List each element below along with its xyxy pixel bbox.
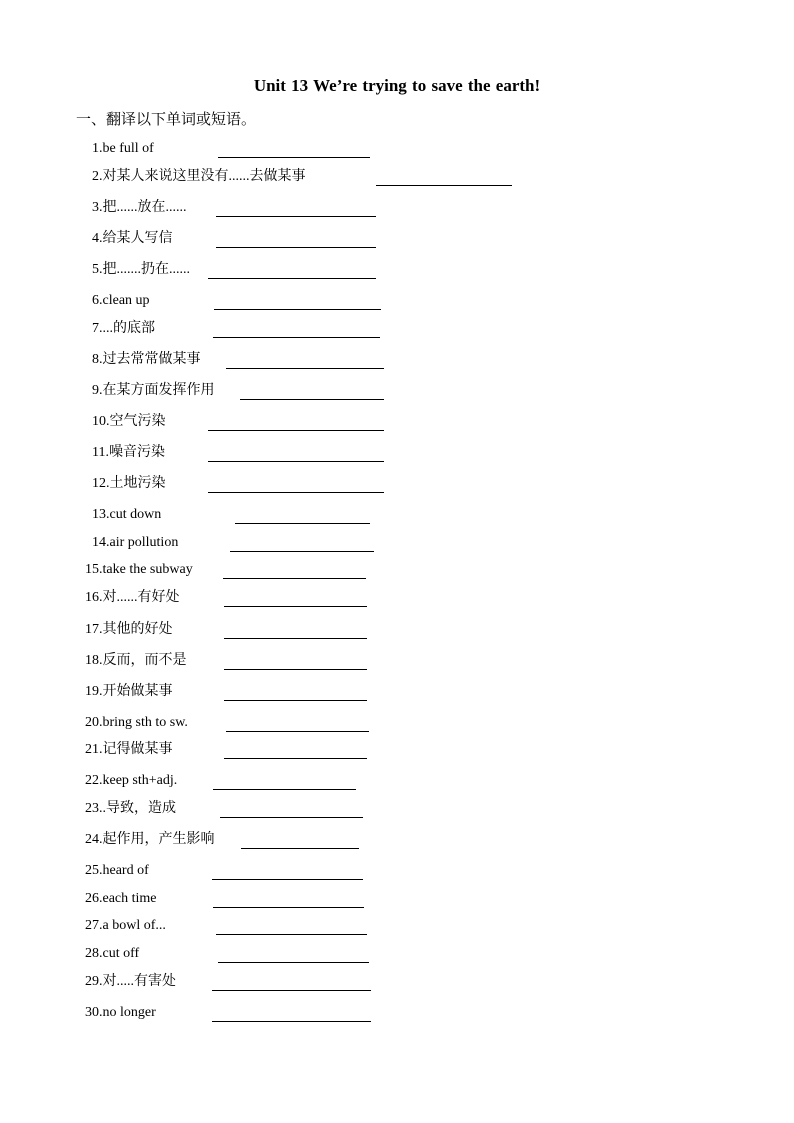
- answer-blank[interactable]: [214, 309, 381, 310]
- answer-blank[interactable]: [208, 461, 384, 462]
- item-label: 27.a bowl of...: [85, 918, 166, 933]
- item-label: 11.噪音污染: [92, 445, 165, 460]
- item-label: 29.对.....有害处: [85, 974, 176, 989]
- answer-blank[interactable]: [376, 185, 512, 186]
- answer-blank[interactable]: [208, 278, 376, 279]
- answer-blank[interactable]: [224, 700, 367, 701]
- answer-blank[interactable]: [235, 523, 370, 524]
- answer-blank[interactable]: [208, 492, 384, 493]
- answer-blank[interactable]: [218, 962, 369, 963]
- item-label: 12.土地污染: [92, 476, 166, 491]
- item-label: 13.cut down: [92, 507, 162, 522]
- item-label: 7....的底部: [92, 321, 155, 336]
- item-label: 4.给某人写信: [92, 231, 173, 246]
- item-label: 20.bring sth to sw.: [85, 715, 188, 730]
- answer-blank[interactable]: [216, 247, 376, 248]
- section-heading: 一、翻译以下单词或短语。: [76, 110, 257, 128]
- answer-blank[interactable]: [220, 817, 363, 818]
- item-label: 5.把.......扔在......: [92, 262, 190, 277]
- worksheet-title: Unit 13 We’re trying to save the earth!: [253, 76, 541, 95]
- answer-blank[interactable]: [241, 848, 359, 849]
- answer-blank[interactable]: [216, 934, 367, 935]
- answer-blank[interactable]: [224, 606, 367, 607]
- item-label: 18.反而，而不是: [85, 653, 187, 668]
- item-label: 25.heard of: [85, 863, 149, 878]
- answer-blank[interactable]: [224, 638, 367, 639]
- item-label: 3.把......放在......: [92, 200, 187, 215]
- answer-blank[interactable]: [224, 669, 367, 670]
- item-label: 23..导致，造成: [85, 801, 176, 816]
- answer-blank[interactable]: [226, 368, 384, 369]
- answer-blank[interactable]: [224, 758, 367, 759]
- item-label: 26.each time: [85, 891, 157, 906]
- item-label: 6.clean up: [92, 293, 150, 308]
- answer-blank[interactable]: [212, 990, 371, 991]
- answer-blank[interactable]: [218, 157, 370, 158]
- item-label: 28.cut off: [85, 946, 140, 961]
- answer-blank[interactable]: [226, 731, 369, 732]
- item-label: 9.在某方面发挥作用: [92, 383, 215, 398]
- item-label: 16.对......有好处: [85, 590, 180, 605]
- item-label: 22.keep sth+adj.: [85, 773, 178, 788]
- item-label: 2.对某人来说这里没有......去做某事: [92, 169, 306, 184]
- item-label: 19.开始做某事: [85, 684, 173, 699]
- answer-blank[interactable]: [230, 551, 374, 552]
- answer-blank[interactable]: [213, 789, 356, 790]
- item-label: 17.其他的好处: [85, 622, 173, 637]
- answer-blank[interactable]: [216, 216, 376, 217]
- answer-blank[interactable]: [223, 578, 366, 579]
- item-label: 1.be full of: [92, 141, 154, 156]
- item-label: 10.空气污染: [92, 414, 166, 429]
- item-label: 24.起作用，产生影响: [85, 832, 215, 847]
- item-label: 30.no longer: [85, 1005, 156, 1020]
- answer-blank[interactable]: [213, 907, 364, 908]
- answer-blank[interactable]: [213, 337, 380, 338]
- item-label: 21.记得做某事: [85, 742, 173, 757]
- answer-blank[interactable]: [212, 1021, 371, 1022]
- item-label: 15.take the subway: [85, 562, 193, 577]
- item-label: 8.过去常常做某事: [92, 352, 201, 367]
- answer-blank[interactable]: [208, 430, 384, 431]
- answer-blank[interactable]: [240, 399, 384, 400]
- answer-blank[interactable]: [212, 879, 363, 880]
- item-label: 14.air pollution: [92, 535, 179, 550]
